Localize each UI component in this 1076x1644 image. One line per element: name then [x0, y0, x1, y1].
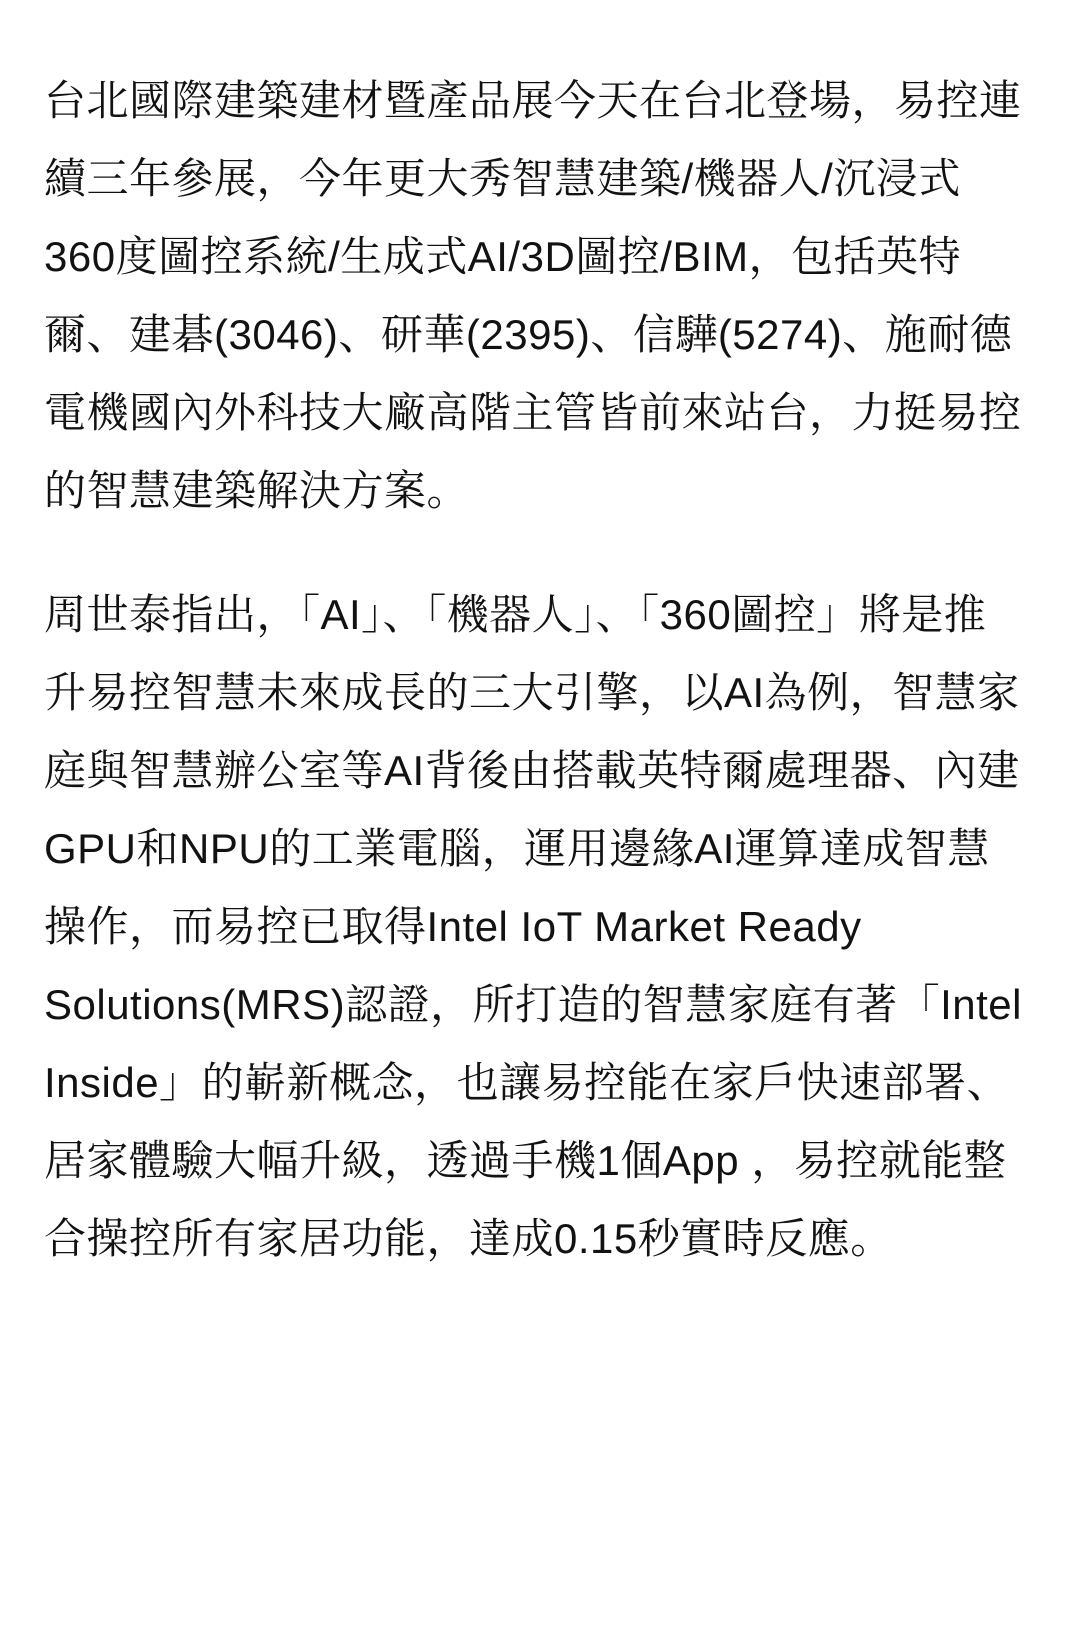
- paragraph: 周世泰指出，「AI」、「機器人」、「360圖控」將是推升易控智慧未來成長的三大引擎，以AI為例，智慧家庭與智慧辦公室等AI背後由搭載英特爾處理器、內建GPU和NPU的工業電腦，運用邊緣AI運算達成智慧操作，而易控已取得Intel IoT Market Ready Solutions(MRS)認證，所打造的智慧家庭有著「Intel Inside」的嶄新概念，也讓易控能在家戶快速部署、居家體驗大幅升級，透過手機1個App ，易控就能整合操控所有家居功能，達成0.15秒實時反應。: [44, 591, 1022, 1262]
- paragraph: 台北國際建築建材暨產品展今天在台北登場，易控連續三年參展，今年更大秀智慧建築/機器人/沉浸式360度圖控系統/生成式AI/3D圖控/BIM，包括英特爾、建碁(3046)、研華(2395)、信驊(5274)、施耐德電機國內外科技大廠高階主管皆前來站台，力挺易控的智慧建築解決方案。: [44, 77, 1022, 514]
